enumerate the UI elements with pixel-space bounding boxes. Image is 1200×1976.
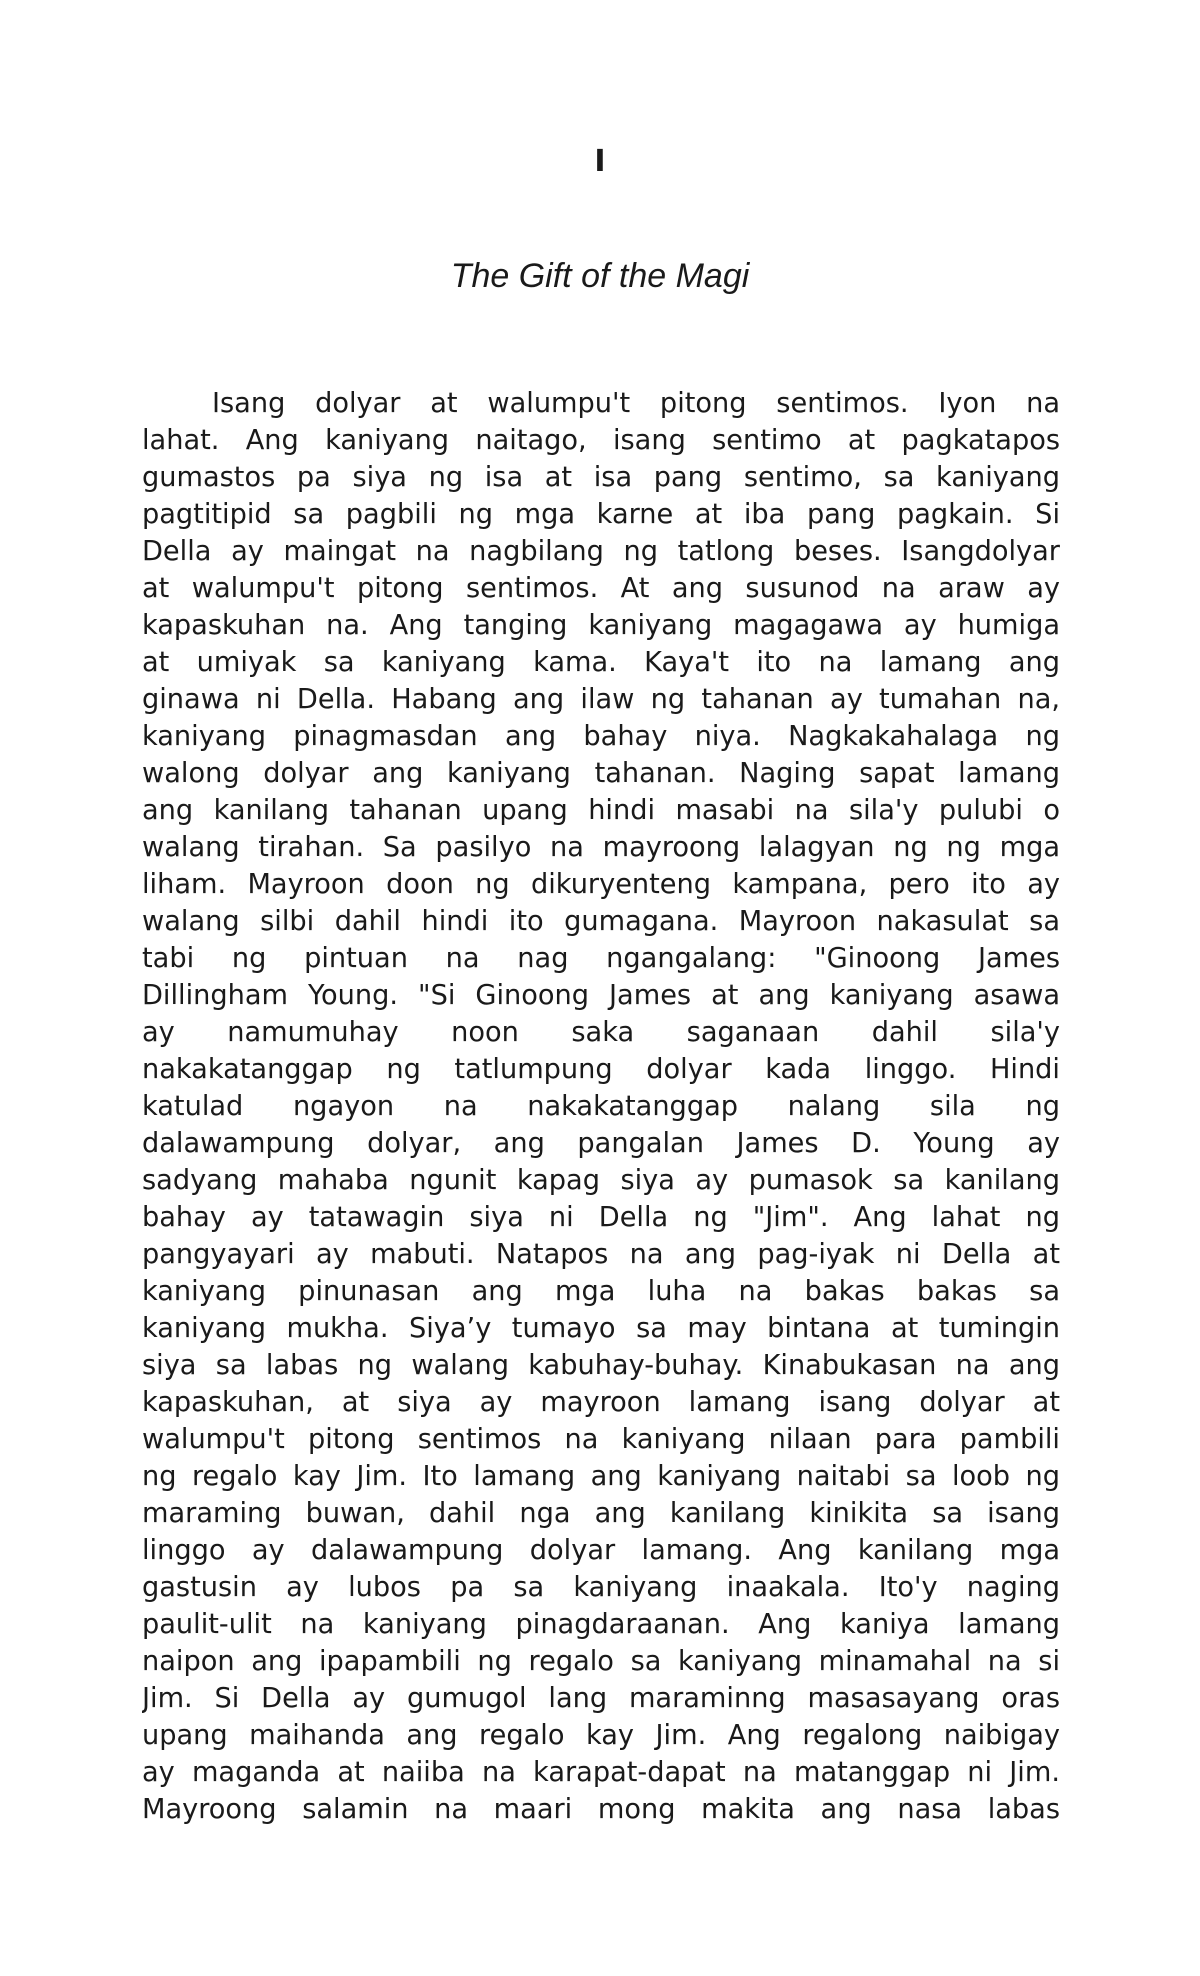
- paragraph-line: at walumpu't pitong sentimos. At ang susunod na araw ay: [142, 573, 1060, 604]
- paragraph-line: Della ay maingat na nagbilang ng tatlong beses. Isangdolyar: [142, 536, 1060, 567]
- paragraph-line: Mayroong salamin na maari mong makita ang nasa labas: [142, 1794, 1060, 1825]
- paragraph-line: pagtitipid sa pagbili ng mga karne at iba pang pagkain. Si: [142, 499, 1060, 530]
- paragraph-line: at umiyak sa kaniyang kama. Kaya't ito na lamang ang: [142, 647, 1060, 678]
- paragraph-line: Dillingham Young. "Si Ginoong James at ang kaniyang asawa: [142, 980, 1060, 1011]
- paragraph-line: kapaskuhan, at siya ay mayroon lamang isang dolyar at: [142, 1387, 1060, 1418]
- paragraph-line: ginawa ni Della. Habang ang ilaw ng tahanan ay tumahan na,: [142, 684, 1060, 715]
- paragraph-line: nakakatanggap ng tatlumpung dolyar kada linggo. Hindi: [142, 1054, 1060, 1085]
- paragraph-line: ay maganda at naiiba na karapat-dapat na matanggap ni Jim.: [142, 1757, 1060, 1788]
- paragraph-line: walumpu't pitong sentimos na kaniyang nilaan para pambili: [142, 1424, 1060, 1455]
- chapter-title: The Gift of the Magi: [450, 257, 750, 295]
- paragraph-line: gumastos pa siya ng isa at isa pang sentimo, sa kaniyang: [142, 462, 1060, 493]
- paragraph-line: Isang dolyar at walumpu't pitong sentimos. Iyon na: [212, 388, 1060, 419]
- paragraph-line: bahay ay tatawagin siya ni Della ng "Jim". Ang lahat ng: [142, 1202, 1060, 1233]
- paragraph-line: kaniyang pinunasan ang mga luha na bakas bakas sa: [142, 1276, 1060, 1307]
- paragraph-line: kaniyang pinagmasdan ang bahay niya. Nagkakahalaga ng: [142, 721, 1060, 752]
- paragraph-line: tabi ng pintuan na nag ngangalang: "Ginoong James: [142, 943, 1060, 974]
- paragraph-line: lahat. Ang kaniyang naitago, isang sentimo at pagkatapos: [142, 425, 1060, 456]
- paragraph-line: linggo ay dalawampung dolyar lamang. Ang kanilang mga: [142, 1535, 1060, 1566]
- chapter-number: I: [594, 144, 606, 179]
- paragraph-line: liham. Mayroon doon ng dikuryenteng kampana, pero ito ay: [142, 869, 1060, 900]
- paragraph-line: kaniyang mukha. Siya’y tumayo sa may bintana at tumingin: [142, 1313, 1060, 1344]
- paragraph-line: naipon ang ipapambili ng regalo sa kaniyang minamahal na si: [142, 1646, 1060, 1677]
- paragraph-line: dalawampung dolyar, ang pangalan James D. Young ay: [142, 1128, 1060, 1159]
- paragraph-line: walang tirahan. Sa pasilyo na mayroong lalagyan ng ng mga: [142, 832, 1060, 863]
- paragraph-line: maraming buwan, dahil nga ang kanilang kinikita sa isang: [142, 1498, 1060, 1529]
- paragraph-line: upang maihanda ang regalo kay Jim. Ang regalong naibigay: [142, 1720, 1060, 1751]
- paragraph-line: katulad ngayon na nakakatanggap nalang sila ng: [142, 1091, 1060, 1122]
- paragraph-line: ay namumuhay noon saka saganaan dahil sila'y: [142, 1017, 1060, 1048]
- paragraph-line: Jim. Si Della ay gumugol lang maraminng masasayang oras: [142, 1683, 1060, 1714]
- paragraph-line: ang kanilang tahanan upang hindi masabi na sila'y pulubi o: [142, 795, 1060, 826]
- paragraph-line: walang silbi dahil hindi ito gumagana. Mayroon nakasulat sa: [142, 906, 1060, 937]
- paragraph-line: paulit-ulit na kaniyang pinagdaraanan. Ang kaniya lamang: [142, 1609, 1060, 1640]
- paragraph-line: sadyang mahaba ngunit kapag siya ay pumasok sa kanilang: [142, 1165, 1060, 1196]
- paragraph-line: walong dolyar ang kaniyang tahanan. Naging sapat lamang: [142, 758, 1060, 789]
- paragraph-line: kapaskuhan na. Ang tanging kaniyang magagawa ay humiga: [142, 610, 1060, 641]
- paragraph-line: pangyayari ay mabuti. Natapos na ang pag-iyak ni Della at: [142, 1239, 1060, 1270]
- paragraph-line: gastusin ay lubos pa sa kaniyang inaakala. Ito'y naging: [142, 1572, 1060, 1603]
- body-paragraph: [142, 385, 1060, 1828]
- paragraph-line: ng regalo kay Jim. Ito lamang ang kaniyang naitabi sa loob ng: [142, 1461, 1060, 1492]
- paragraph-line: siya sa labas ng walang kabuhay-buhay. Kinabukasan na ang: [142, 1350, 1060, 1381]
